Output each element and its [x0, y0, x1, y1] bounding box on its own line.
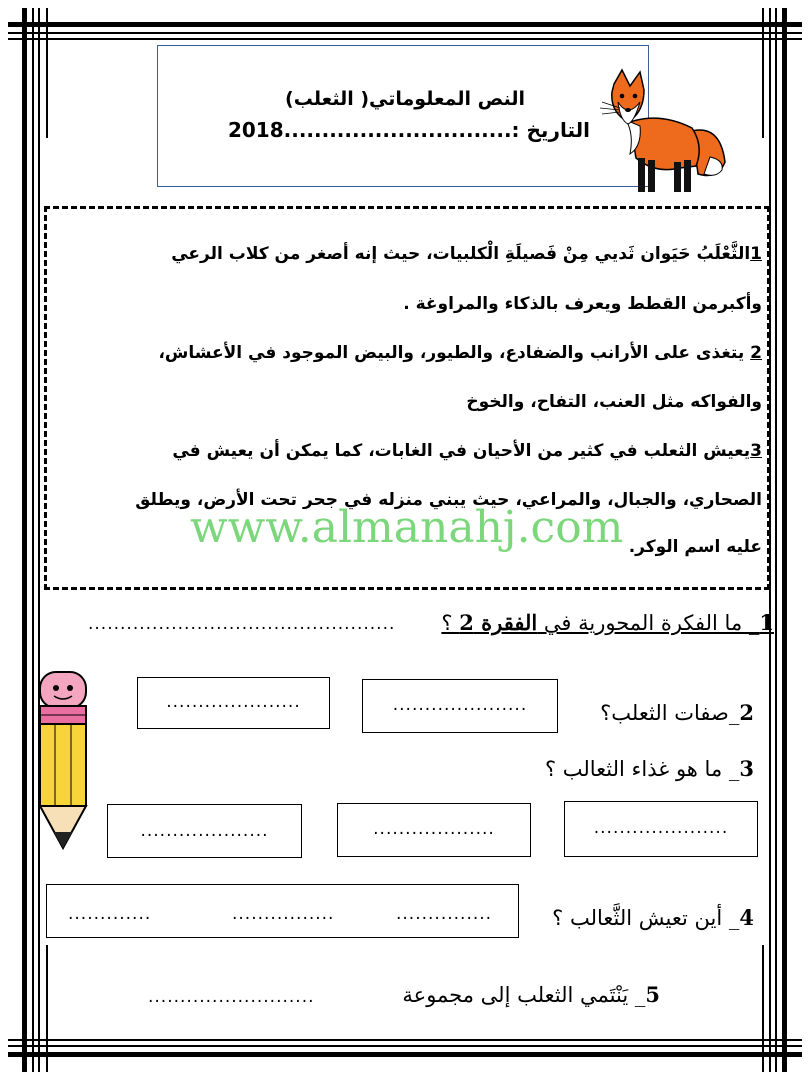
answer-line-5[interactable]: ..........................	[148, 987, 315, 1007]
answer-box[interactable]: .....................	[564, 801, 758, 857]
answer-box[interactable]: .....................	[362, 679, 558, 733]
text-line: والفواكه مثل العنب، التفاح، والخوخ	[466, 392, 762, 412]
answer-box[interactable]: ....................	[107, 804, 302, 858]
question-4: 4_ أين تعيش الثَّعالب ؟	[552, 905, 754, 930]
watermark: www.almanahj.com	[190, 502, 624, 553]
page-title: النص المعلوماتي( الثعلب)	[285, 88, 525, 110]
answer-line-1[interactable]: ................................................	[88, 614, 396, 634]
answer-box[interactable]: .....................	[137, 677, 330, 729]
answer-box[interactable]: ...................	[337, 803, 531, 857]
text-line: 1الثَّعْلَبُ حَيَوان ثَديي مِنْ فَصيلَةِ الْكلبيات، حيث إنه أصغر من كلاب الرعي	[171, 244, 762, 264]
question-5: 5_ يَنْتَمي الثعلب إلى مجموعة	[402, 982, 660, 1007]
text-line: عليه اسم الوكر.	[628, 537, 762, 557]
pencil-icon	[34, 668, 94, 852]
answer-line[interactable]: ................	[232, 904, 335, 924]
text-line: 2 يتغذى على الأرانب والضفادع، والطيور، والبيض الموجود في الأعشاش،	[158, 343, 762, 363]
header-box	[157, 45, 649, 187]
answer-line[interactable]: .............	[68, 904, 152, 924]
date-field: التاريخ :..............................2018	[227, 118, 590, 142]
question-1: 1_ ما الفكرة المحورية في الفقرة 2 ؟	[441, 610, 774, 635]
fox-illustration	[600, 62, 735, 197]
text-line: وأكبرمن القطط ويعرف بالذكاء والمراوغة .	[403, 294, 762, 314]
text-line: 3يعيش الثعلب في كثير من الأحيان في الغابات، كما يمكن أن يعيش في	[172, 441, 762, 461]
text-line: الصحاري، والجبال، والمراعي، حيث يبني منزله في جحر تحت الأرض، ويطلق	[135, 490, 762, 510]
question-3: 3_ ما هو غذاء الثعالب ؟	[544, 756, 754, 781]
question-2: 2_صفات الثعلب؟	[600, 700, 754, 725]
answer-line[interactable]: ...............	[396, 904, 493, 924]
